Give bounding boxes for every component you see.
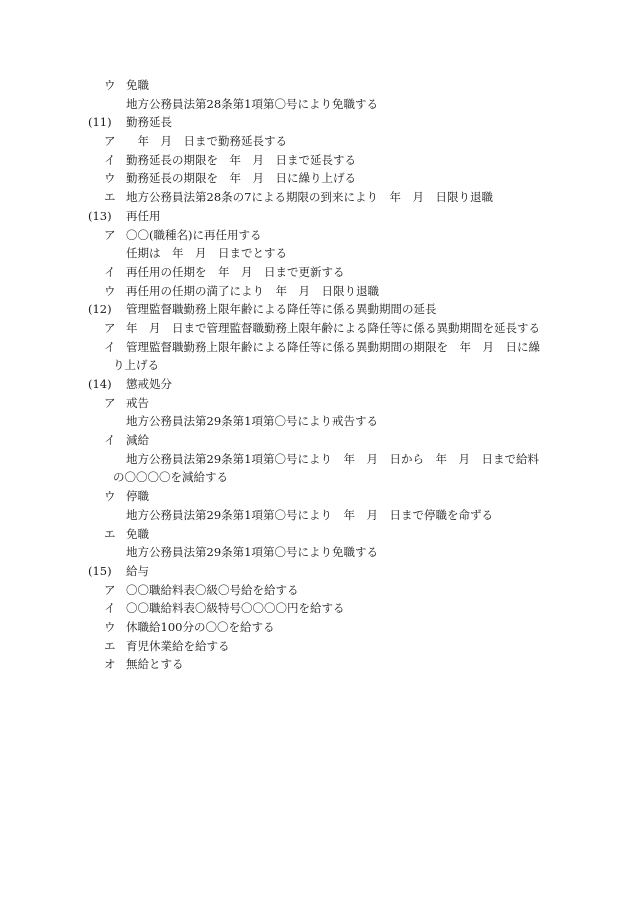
item-text: 地方公務員法第29条第1項第〇号により免職する xyxy=(126,545,378,560)
item-text: 地方公務員法第29条第1項第〇号により戒告する xyxy=(126,414,378,429)
list-item xyxy=(0,151,630,170)
section-title: 給与 xyxy=(126,563,149,578)
item-text: 休職給100分の〇〇を給する xyxy=(126,619,275,634)
list-item xyxy=(0,431,630,450)
item-marker: イ xyxy=(104,339,116,354)
list-item xyxy=(0,543,630,562)
item-text: 〇〇(職種名)に再任用する xyxy=(126,227,262,242)
item-text: 戒告 xyxy=(126,395,149,410)
section-heading xyxy=(0,113,630,132)
item-text: の〇〇〇〇を減給する xyxy=(113,470,228,485)
item-marker: ウ xyxy=(104,78,116,92)
list-item xyxy=(0,263,630,282)
item-text: 任期は 年 月 日までとする xyxy=(126,246,287,261)
item-text: 地方公務員法第29条第1項第〇号により 年 月 日から 年 月 日まで給料 xyxy=(126,451,539,466)
item-text: 再任用の任期を 年 月 日まで更新する xyxy=(126,264,345,279)
item-marker: イ xyxy=(104,264,116,279)
item-marker: ウ xyxy=(104,283,116,298)
list-item xyxy=(0,525,630,544)
list-item xyxy=(0,76,630,95)
section-number: (15) xyxy=(88,563,112,578)
item-text: 育児休業給を給する xyxy=(126,638,230,653)
item-text: 勤務延長の期限を 年 月 日に繰り上げる xyxy=(126,171,356,186)
section-title: 懲戒処分 xyxy=(126,377,172,391)
list-item xyxy=(0,132,630,151)
section-heading xyxy=(0,562,630,581)
item-text: り上げる xyxy=(113,358,159,373)
list-item xyxy=(0,581,630,600)
list-item xyxy=(0,637,630,656)
section-title: 再任用 xyxy=(126,208,161,223)
item-text: 勤務延長の期限を 年 月 日まで延長する xyxy=(126,152,356,167)
item-text: 地方公務員法第28条の7による期限の到来により 年 月 日限り退職 xyxy=(126,190,493,205)
item-marker: ア xyxy=(104,395,116,410)
list-item xyxy=(0,282,630,301)
list-item xyxy=(0,338,630,357)
item-text: 減給 xyxy=(126,433,149,448)
list-item-continuation xyxy=(0,468,630,487)
item-text: 再任用の任期の満了により 年 月 日限り退職 xyxy=(126,283,379,298)
list-item-continuation xyxy=(0,356,630,375)
item-marker: ウ xyxy=(104,619,116,634)
item-text: 年 月 日まで管理監督職勤務上限年齢による降任等に係る異動期間を延長する xyxy=(126,320,540,335)
item-marker: エ xyxy=(104,526,116,541)
section-heading xyxy=(0,375,630,394)
section-title: 勤務延長 xyxy=(126,115,172,130)
list-item xyxy=(0,618,630,637)
item-text: 管理監督職勤務上限年齢による降任等に係る異動期間の期限を 年 月 日に繰 xyxy=(126,339,540,354)
item-text: 停職 xyxy=(126,489,149,504)
item-marker: ア xyxy=(104,227,116,242)
item-marker: ア xyxy=(104,582,116,597)
section-number: (12) xyxy=(88,302,112,317)
section-heading xyxy=(0,207,630,226)
list-item xyxy=(0,412,630,431)
item-marker: イ xyxy=(104,152,116,167)
list-item xyxy=(0,319,630,338)
item-text: 〇〇職給料表〇級特号〇〇〇〇円を給する xyxy=(126,601,345,616)
item-text: 免職 xyxy=(126,526,149,541)
list-item xyxy=(0,394,630,413)
list-item xyxy=(0,506,630,525)
list-item xyxy=(0,599,630,618)
section-number: (14) xyxy=(88,377,112,391)
item-marker: エ xyxy=(104,190,116,205)
item-text: 地方公務員法第28条第1項第〇号により免職する xyxy=(126,96,378,111)
list-item xyxy=(0,226,630,245)
item-marker: ア xyxy=(104,134,116,149)
list-item xyxy=(0,188,630,207)
section-number: (13) xyxy=(88,208,112,223)
section-heading xyxy=(0,300,630,319)
list-item xyxy=(0,487,630,506)
item-marker: エ xyxy=(104,638,116,653)
list-item xyxy=(0,95,630,114)
list-item xyxy=(0,169,630,188)
item-marker: ア xyxy=(104,320,116,335)
item-marker: ウ xyxy=(104,171,116,186)
document-body xyxy=(0,76,630,674)
item-marker: イ xyxy=(104,433,116,448)
item-text: 無給とする xyxy=(126,657,184,672)
item-text: 免職 xyxy=(126,78,149,92)
list-item xyxy=(0,450,630,469)
list-item xyxy=(0,655,630,674)
item-text: 地方公務員法第29条第1項第〇号により 年 月 日まで停職を命ずる xyxy=(126,507,493,522)
section-number: (11) xyxy=(88,115,112,130)
list-item xyxy=(0,244,630,263)
item-text: 〇〇職給料表〇級〇号給を給する xyxy=(126,582,299,597)
item-marker: ウ xyxy=(104,489,116,504)
section-title: 管理監督職勤務上限年齢による降任等に係る異動期間の延長 xyxy=(126,302,437,317)
item-text: 年 月 日まで勤務延長する xyxy=(126,134,287,149)
item-marker: イ xyxy=(104,601,116,616)
item-marker: オ xyxy=(104,657,116,672)
